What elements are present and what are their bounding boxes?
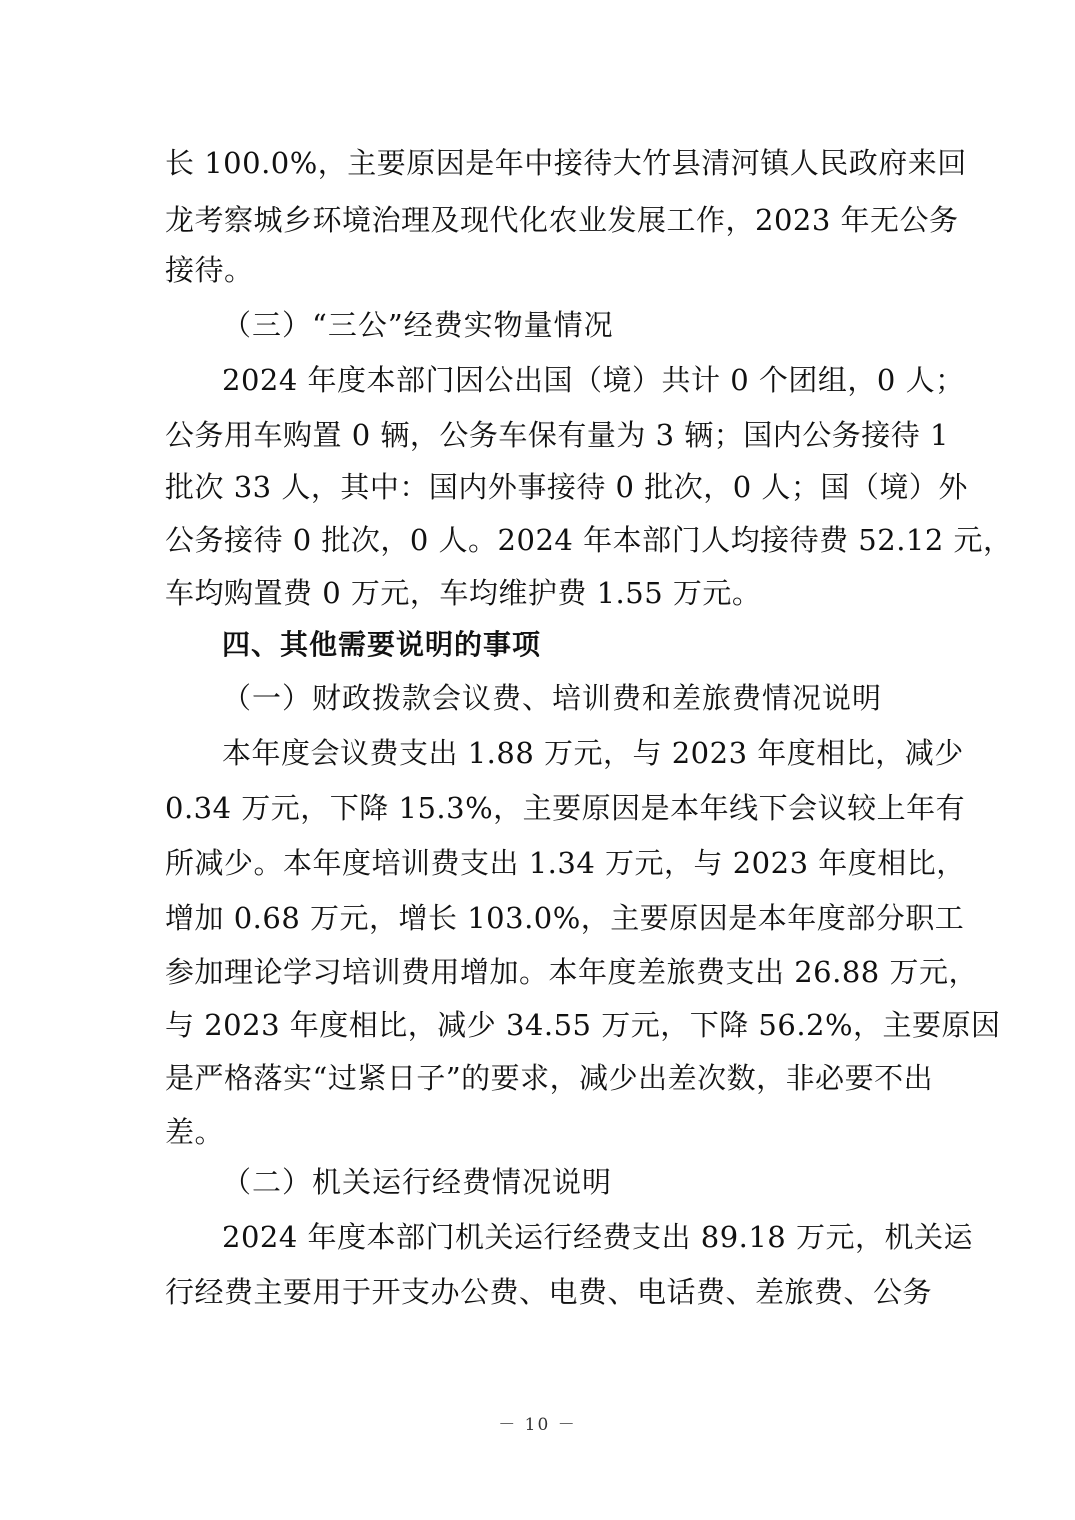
body-line: 2024 年度本部门因公出国（境）共计 0 个团组，0 人； [222, 363, 965, 397]
subsection-heading-2: （二）机关运行经费情况说明 [222, 1165, 613, 1199]
page-number: － 10 － [498, 1415, 577, 1435]
part-heading-4: 四、其他需要说明的事项 [222, 628, 542, 661]
body-line: 与 2023 年度相比，减少 34.55 万元，下降 56.2%，主要原因 [165, 1008, 1001, 1042]
body-line: 增加 0.68 万元，增长 103.0%，主要原因是本年度部分职工 [165, 901, 965, 935]
body-line: 所减少。本年度培训费支出 1.34 万元，与 2023 年度相比， [165, 846, 966, 880]
body-line: 接待。 [165, 253, 254, 287]
section-heading-3: （三）“三公”经费实物量情况 [222, 308, 614, 342]
body-line: 参加理论学习培训费用增加。本年度差旅费支出 26.88 万元， [165, 955, 978, 989]
body-line: 公务接待 0 批次，0 人。2024 年本部门人均接待费 52.12 元， [165, 523, 1013, 557]
body-line: 行经费主要用于开支办公费、电费、电话费、差旅费、公务 [165, 1275, 933, 1309]
body-line: 长 100.0%，主要原因是年中接待大竹县清河镇人民政府来回 [165, 146, 967, 180]
body-line: 批次 33 人，其中：国内外事接待 0 批次，0 人；国（境）外 [165, 470, 968, 504]
body-line: 是严格落实“过紧日子”的要求，减少出差次数，非必要不出 [165, 1061, 934, 1095]
body-line: 2024 年度本部门机关运行经费支出 89.18 万元，机关运 [222, 1220, 973, 1254]
body-line: 本年度会议费支出 1.88 万元，与 2023 年度相比，减少 [222, 736, 964, 770]
body-line: 车均购置费 0 万元，车均维护费 1.55 万元。 [165, 576, 762, 610]
body-line: 0.34 万元，下降 15.3%，主要原因是本年线下会议较上年有 [165, 791, 966, 825]
subsection-heading-1: （一）财政拨款会议费、培训费和差旅费情况说明 [222, 681, 883, 715]
body-line: 公务用车购置 0 辆，公务车保有量为 3 辆；国内公务接待 1 [165, 418, 949, 452]
body-line: 差。 [165, 1115, 225, 1149]
body-line: 龙考察城乡环境治理及现代化农业发展工作，2023 年无公务 [165, 203, 959, 237]
